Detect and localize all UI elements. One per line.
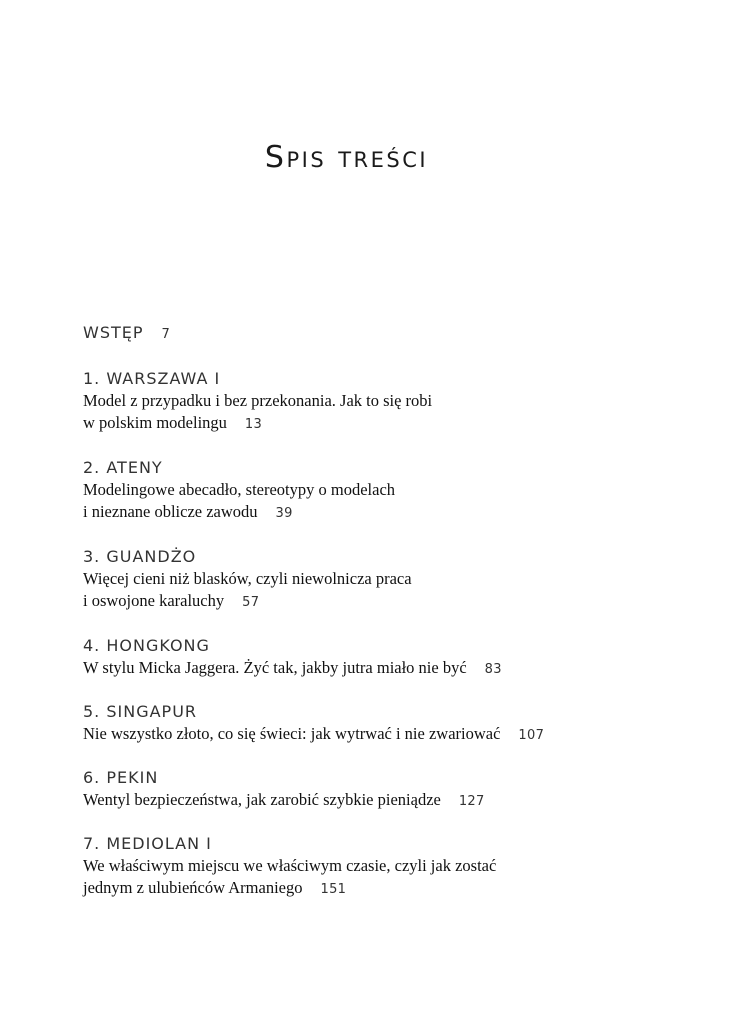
description-line-last (83, 501, 683, 525)
page-number: 127 (458, 794, 485, 809)
description-line-last (83, 877, 683, 901)
toc-entry-chapter-1 (83, 368, 683, 436)
chapter-heading: 1. WARSZAWA I (83, 369, 221, 388)
page-number: 151 (320, 882, 347, 897)
description-line-text: Wentyl bezpieczeństwa, jak zarobić szybkie pieniądze (83, 790, 441, 809)
toc-entry-chapter-3 (83, 546, 683, 614)
chapter-description (83, 657, 683, 681)
description-line-text: jednym z ulubieńców Armaniego (83, 878, 303, 897)
toc-entry-chapter-5 (83, 701, 683, 747)
chapter-description (83, 723, 683, 747)
chapter-heading: 5. SINGAPUR (83, 702, 198, 721)
page-number: 13 (244, 417, 263, 432)
chapter-description (83, 390, 683, 436)
page-number: 83 (484, 662, 502, 677)
page-number: 7 (161, 327, 171, 342)
description-line-text: i oswojone karaluchy (83, 591, 225, 610)
toc-heading-text: WSTĘP (83, 323, 144, 342)
chapter-heading: 4. HONGKONG (83, 636, 210, 655)
chapter-heading: 3. GUANDŻO (83, 547, 197, 566)
toc-entry-chapter-4 (83, 635, 683, 681)
page-number: 39 (275, 506, 293, 521)
toc-entry-chapter-7 (83, 833, 683, 901)
toc-entry-chapter-2 (83, 457, 683, 525)
description-line-last (83, 412, 683, 436)
chapter-description (83, 789, 683, 813)
chapter-description (83, 568, 683, 614)
chapter-heading: 7. MEDIOLAN I (83, 834, 212, 853)
chapter-description (83, 479, 683, 525)
toc-entry-intro (83, 322, 683, 346)
description-line-text: Nie wszystko złoto, co się świeci: jak wytrwać i nie zwariować (83, 724, 501, 743)
description-line: Więcej cieni niż blasków, czyli niewolnicza praca (83, 569, 412, 588)
chapter-description (83, 855, 683, 901)
toc-entry-chapter-6 (83, 767, 683, 813)
description-line-last (83, 590, 683, 614)
description-line: We właściwym miejscu we właściwym czasie, czyli jak zostać (83, 856, 497, 875)
table-of-contents (83, 322, 683, 922)
chapter-heading: 6. PEKIN (83, 768, 159, 787)
description-line-text: W stylu Micka Jaggera. Żyć tak, jakby jutra miało nie być (83, 658, 467, 677)
description-line-last (83, 657, 683, 681)
description-line-last (83, 723, 683, 747)
page-title: Spis treści (264, 140, 429, 175)
description-line-text: i nieznane oblicze zawodu (83, 502, 258, 521)
page-number: 107 (518, 728, 545, 743)
description-line-last (83, 789, 683, 813)
chapter-heading: 2. ATENY (83, 458, 163, 477)
page-number: 57 (242, 595, 260, 610)
description-line: Modelingowe abecadło, stereotypy o modelach (83, 480, 396, 499)
description-line-text: w polskim modelingu (83, 413, 227, 432)
description-line: Model z przypadku i bez przekonania. Jak to się robi (83, 391, 433, 410)
toc-heading (83, 322, 683, 346)
